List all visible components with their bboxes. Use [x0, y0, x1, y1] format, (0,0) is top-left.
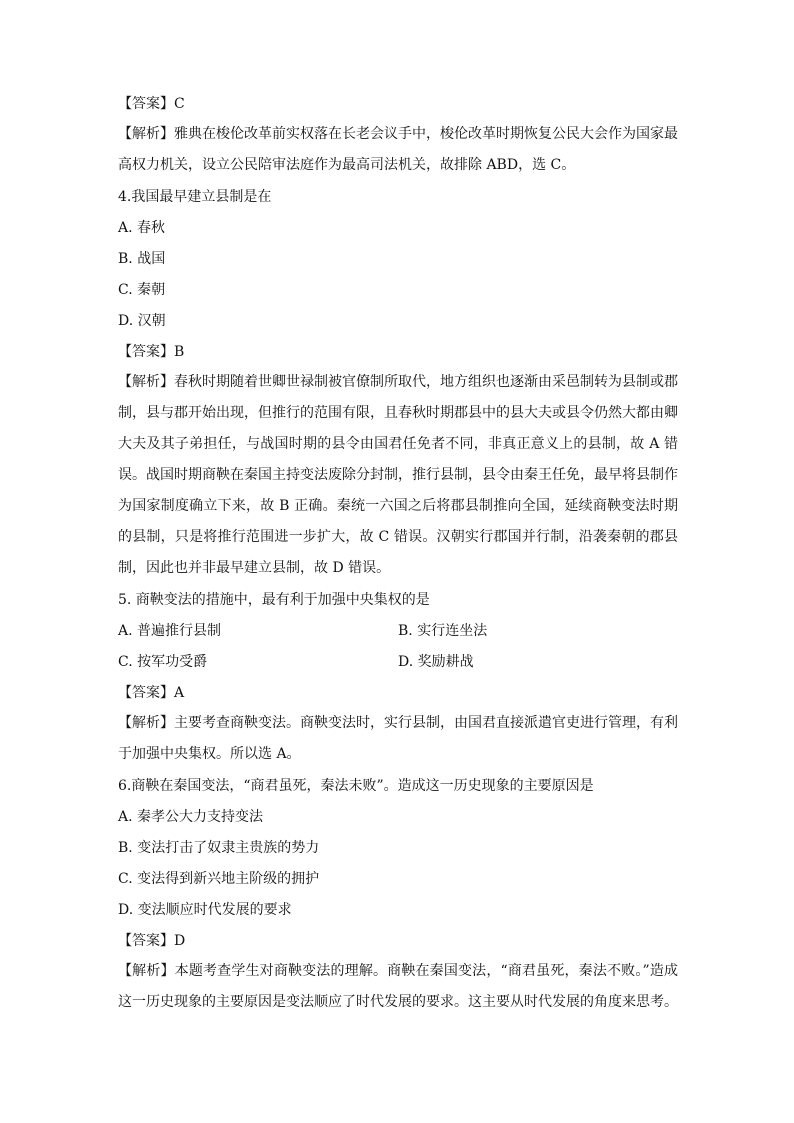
q3-answer: 【答案】C [118, 96, 185, 112]
q5-question: 5. 商鞅变法的措施中，最有利于加强中央集权的是 [118, 592, 430, 608]
q6-option-c: C. 变法得到新兴地主阶级的拥护 [118, 871, 320, 887]
q4-question: 4.我国最早建立县制是在 [118, 189, 272, 205]
q6-option-a: A. 秦孝公大力支持变法 [118, 809, 264, 825]
q4-option-d: D. 汉朝 [118, 313, 166, 329]
q6-answer: 【答案】D [118, 933, 186, 949]
q3-analysis: 【解析】雅典在梭伦改革前实权落在长老会议手中，梭伦改革时期恢复公民大会作为国家最高权力机关，设立公民陪审法庭作为最高司法机关，故排除 ABD，选 C。 [118, 126, 678, 173]
q6-question: 6.商鞅在秦国变法，“商君虽死，秦法未败”。造成这一历史现象的主要原因是 [118, 778, 594, 794]
q5-option-b: B. 实行连坐法 [398, 623, 488, 639]
q4-analysis: 【解析】春秋时期随着世卿世禄制被官僚制所取代，地方组织也逐渐由采邑制转为县制或郡制，县与郡开始出现，但推行的范围有限，且春秋时期郡县中的县大夫或县令仍然大都由卿大夫及其子弟担任，与战国时期的县令由国君任免者不同，非真正意义上的县制，故 A 错误。战国时期商鞅在秦国主持变法废除分封制，推行县制，县令由秦王任免，最早将县制作为国家制度确立下来，故 B 正确。秦统一六国之后将郡县制推向全国，延续商鞅变法时期的县制，只是将推行范围进一步扩大，故 C 错误。汉朝实行郡国并行制，沿袭秦朝的郡县制，因此也并非最早建立县制，故 D 错误。 [118, 374, 678, 576]
q5-analysis: 【解析】主要考查商鞅变法。商鞅变法时，实行县制，由国君直接派遣官吏进行管理，有利于加强中央集权。所以选 A。 [118, 715, 678, 762]
q5-option-c: C. 按军功受爵 [118, 654, 208, 670]
q5-options-row-2 [118, 654, 678, 685]
document-page [118, 96, 678, 1018]
q5-option-d: D. 奖励耕战 [398, 654, 474, 670]
q4-option-a: A. 春秋 [118, 220, 166, 236]
q6-analysis: 【解析】本题考查学生对商鞅变法的理解。商鞅在秦国变法，“商君虽死，秦法不败。”造成这一历史现象的主要原因是变法顺应了时代发展的要求。这主要从时代发展的角度来思考。 [118, 963, 678, 1010]
q4-option-b: B. 战国 [118, 251, 166, 267]
q4-answer: 【答案】B [118, 344, 185, 360]
q5-answer: 【答案】A [118, 685, 185, 701]
q6-option-d: D. 变法顺应时代发展的要求 [118, 902, 292, 918]
q6-option-b: B. 变法打击了奴隶主贵族的势力 [118, 840, 320, 856]
q5-options-row-1 [118, 623, 678, 654]
q5-option-a: A. 普遍推行县制 [118, 623, 222, 639]
q4-option-c: C. 秦朝 [118, 282, 166, 298]
